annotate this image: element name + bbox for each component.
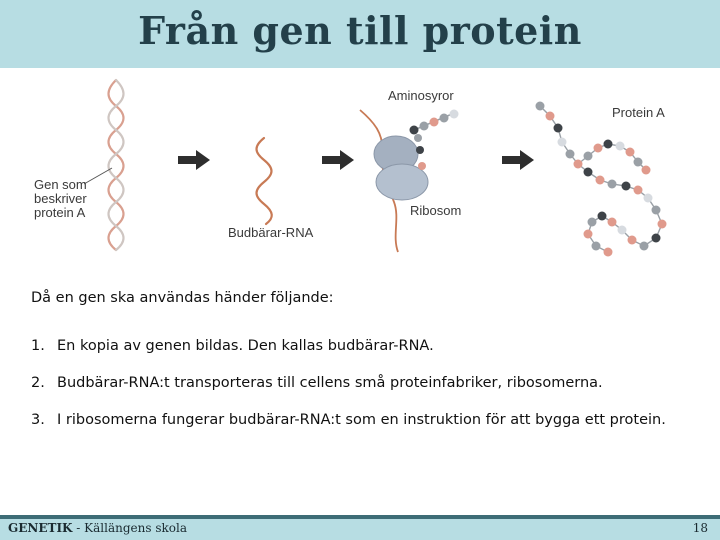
dna-strand-b	[109, 80, 124, 250]
arrow-2	[322, 150, 354, 170]
gene-label	[34, 178, 87, 220]
mrna-strand	[257, 138, 272, 224]
gene-label-line-2: beskriver	[34, 191, 87, 206]
page-number: 18	[692, 521, 708, 535]
slide-title: Från gen till protein	[138, 8, 582, 53]
list-item-number: 3.	[31, 412, 45, 428]
protein-a-label: Protein A	[612, 105, 665, 120]
list-item	[31, 373, 671, 394]
list-item-text: I ribosomerna fungerar budbärar-RNA:t som en instruktion för att bygga ett protein.	[57, 412, 666, 428]
protein-a-beads	[536, 102, 667, 257]
footer-separator: -	[72, 521, 85, 535]
footer	[0, 519, 720, 540]
list-item	[31, 336, 671, 357]
dna-helix	[109, 80, 124, 250]
list-item-number: 2.	[31, 375, 45, 391]
gene-label-line-3: protein A	[34, 205, 86, 220]
amino-acids-label: Aminosyror	[388, 88, 454, 103]
list-item	[31, 410, 671, 431]
footer-school: Källängens skola	[84, 521, 187, 535]
arrow-1	[178, 150, 210, 170]
intro-text: Då en gen ska användas händer följande:	[31, 290, 334, 306]
mrna-label: Budbärar-RNA	[228, 225, 314, 240]
footer-brand: GENETIK	[8, 521, 73, 535]
steps-list	[31, 336, 671, 447]
gene-label-line-1: Gen som	[34, 177, 87, 192]
gene-to-protein-figure	[22, 76, 682, 266]
ribosome-label: Ribosom	[410, 203, 462, 218]
list-item-text: Budbärar-RNA:t transporteras till cellens små proteinfabriker, ribosomerna.	[57, 375, 603, 391]
figure-graphic	[22, 76, 682, 266]
list-item-text: En kopia av genen bildas. Den kallas budbärar-RNA.	[57, 338, 434, 354]
gene-pointer-line	[84, 168, 112, 184]
list-item-number: 1.	[31, 338, 45, 354]
arrow-3	[502, 150, 534, 170]
footer-course	[8, 521, 187, 535]
